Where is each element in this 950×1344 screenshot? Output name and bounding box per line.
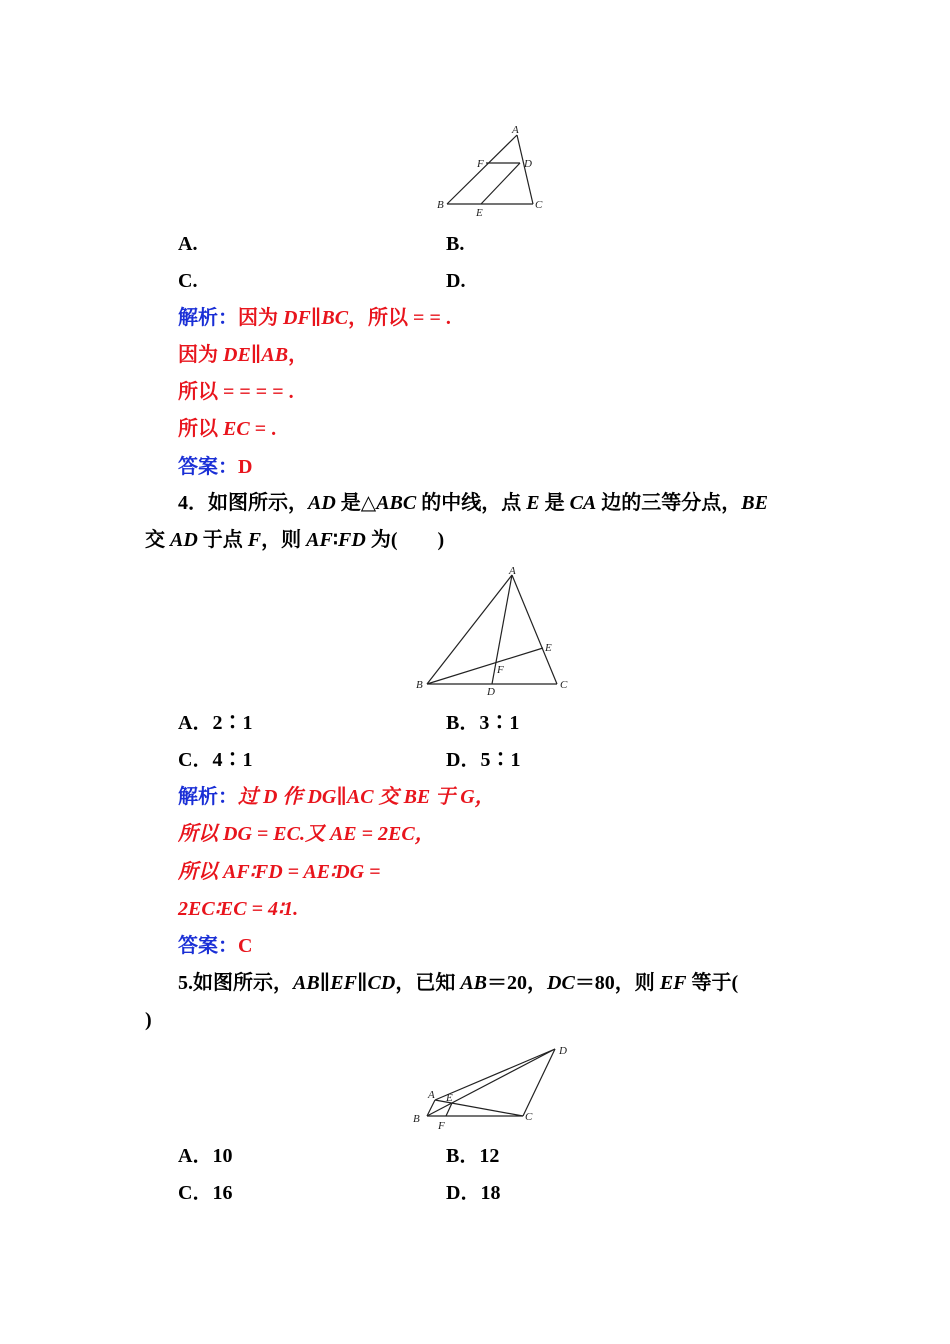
label-f: F xyxy=(497,664,504,676)
label-e: E xyxy=(446,1092,453,1104)
q4-option-a: A．2∶1 xyxy=(178,712,253,734)
answer-value: C xyxy=(238,935,253,957)
q3-option-b: B. xyxy=(446,233,465,255)
label-f: F xyxy=(438,1120,445,1132)
label-c: C xyxy=(535,199,543,211)
label-d: D xyxy=(559,1045,567,1057)
q4-option-b: B．3∶1 xyxy=(446,712,520,734)
label-e: E xyxy=(545,642,552,654)
figure-q5-parallel-lines xyxy=(405,1040,585,1135)
label-b: B xyxy=(413,1113,420,1125)
label-f: F xyxy=(477,158,484,170)
q4-solution-line-2: 所以 DG = EC.又 AE = 2EC， xyxy=(178,823,435,845)
q4-question-line-2: 交 AD 于点 F，则 AF∶FD 为( ) xyxy=(145,529,445,551)
answer-label: 答案： xyxy=(178,935,238,957)
q3-solution-line-1: 解析：因为 DF∥BC，所以 = = . xyxy=(178,307,451,329)
q3-option-a: A. xyxy=(178,233,198,255)
q5-option-d: D．18 xyxy=(446,1182,501,1204)
figure-q3-triangle xyxy=(430,120,550,220)
q3-option-d: D. xyxy=(446,270,466,292)
label-a: A xyxy=(512,124,519,136)
q3-answer xyxy=(178,455,252,479)
answer-label: 答案： xyxy=(178,456,238,478)
label-c: C xyxy=(525,1111,533,1123)
q4-question-line-1: 4．如图所示，AD 是△ABC 的中线，点 E 是 CA 边的三等分点，BE xyxy=(178,492,768,514)
label-c: C xyxy=(560,679,568,691)
q4-solution-line-3: 所以 AF∶FD = AE∶DG = xyxy=(178,861,381,883)
q3-solution-line-2: 因为 DE∥AB， xyxy=(178,344,309,366)
q4-solution-line-4: 2EC∶EC = 4∶1. xyxy=(178,898,299,920)
label-e: E xyxy=(476,207,483,219)
q3-solution-line-3: 所以 = = = = . xyxy=(178,381,294,403)
label-b: B xyxy=(437,199,444,211)
label-a: A xyxy=(428,1089,435,1101)
q3-solution-line-4: 所以 EC = . xyxy=(178,418,277,440)
q5-option-a: A．10 xyxy=(178,1145,233,1167)
q5-option-b: B．12 xyxy=(446,1145,500,1167)
q4-answer xyxy=(178,934,252,958)
q4-solution-line-1: 解析：过 D 作 DG∥AC 交 BE 于 G， xyxy=(178,786,495,808)
q5-question-line-2: ) xyxy=(145,1009,152,1031)
label-a: A xyxy=(509,565,516,577)
label-d: D xyxy=(487,686,495,698)
q4-option-d: D．5∶1 xyxy=(446,749,521,771)
q4-option-c: C．4∶1 xyxy=(178,749,253,771)
answer-value: D xyxy=(238,456,253,478)
figure-q4-triangle xyxy=(405,560,585,700)
label-d: D xyxy=(524,158,532,170)
q3-option-c: C. xyxy=(178,270,198,292)
label-b: B xyxy=(416,679,423,691)
q5-option-c: C．16 xyxy=(178,1182,233,1204)
solution-label: 解析： xyxy=(178,307,238,329)
solution-label: 解析： xyxy=(178,786,238,808)
q5-question-line-1: 5.如图所示，AB∥EF∥CD，已知 AB＝20，DC＝80，则 EF 等于( xyxy=(178,972,739,994)
